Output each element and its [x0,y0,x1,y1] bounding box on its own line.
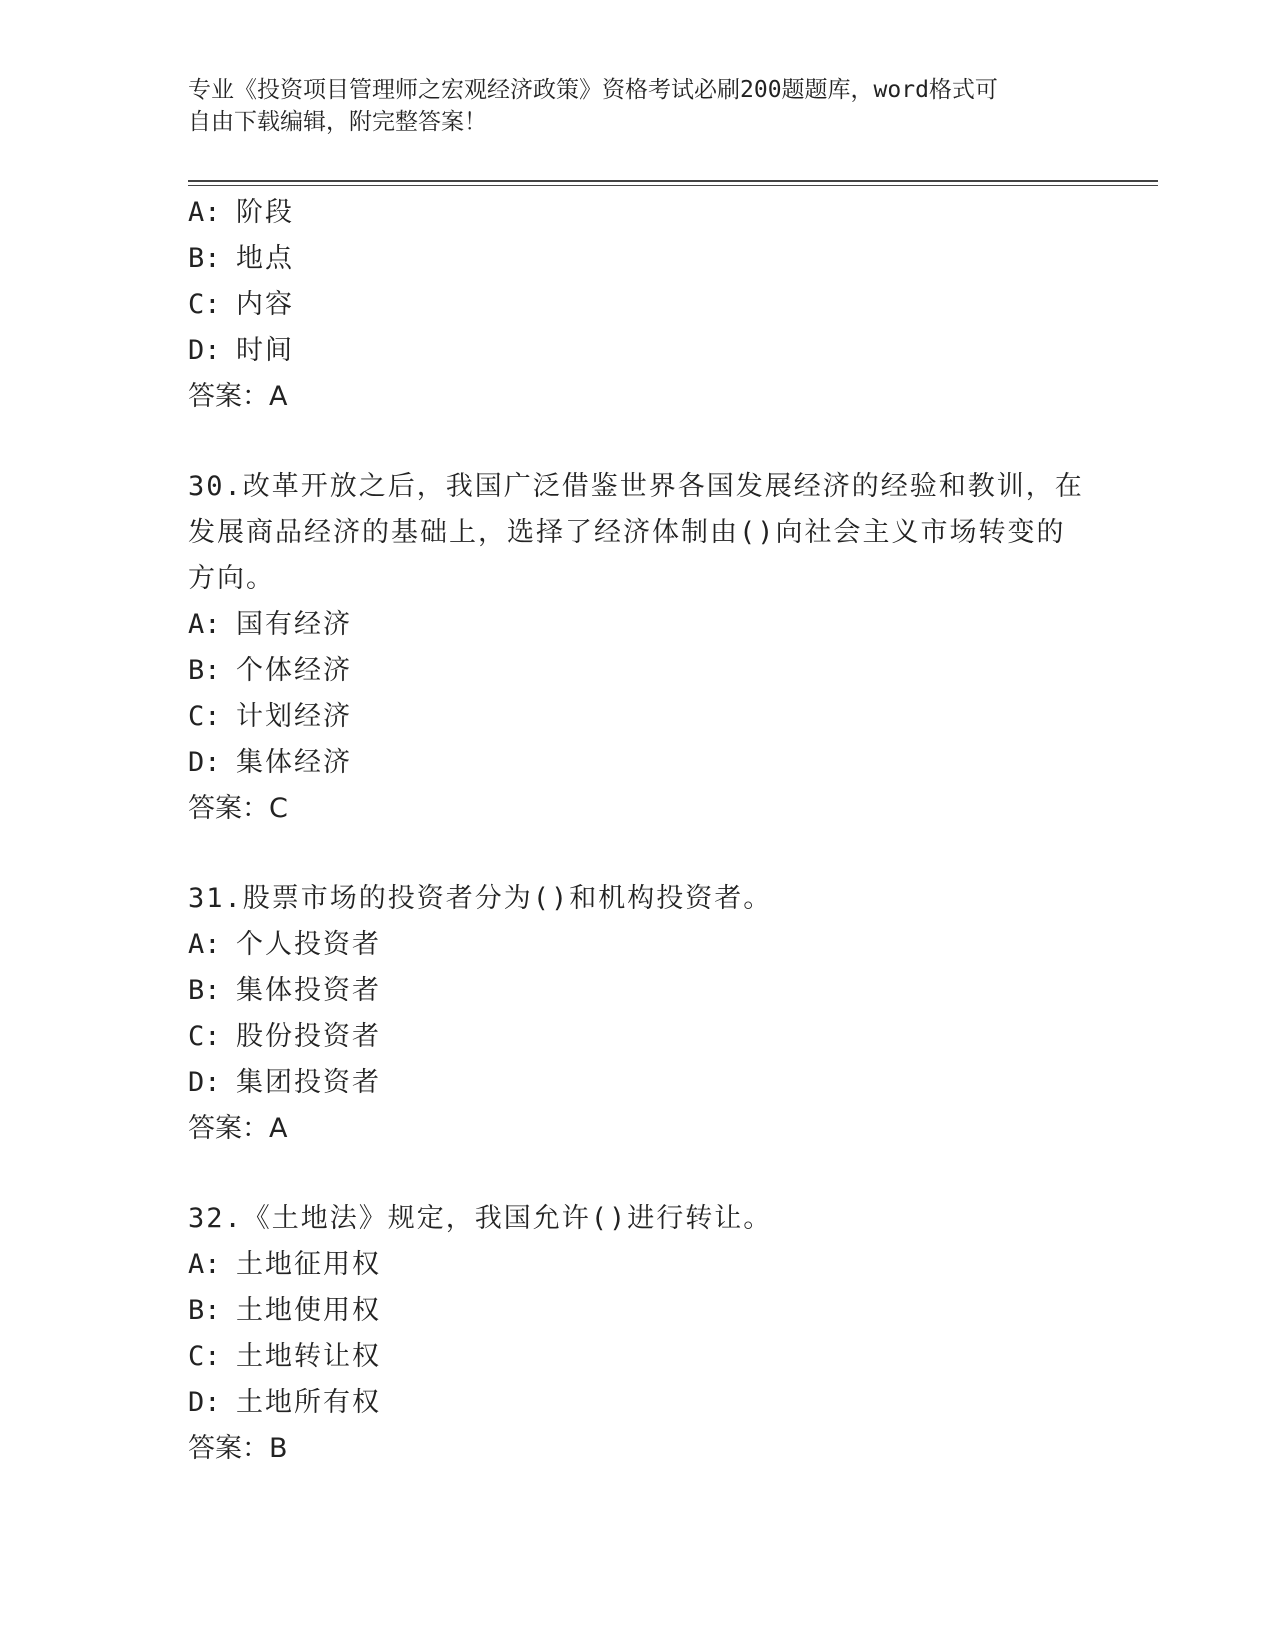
option-letter: D: [188,1067,221,1098]
option-d [188,740,1088,786]
header-divider-thin [188,185,1158,186]
option-text: 地点 [236,243,294,274]
option-d [188,328,1088,374]
stem-line: 30.改革开放之后，我国广泛借鉴世界各国发展经济的经验和教训，在 [188,471,1084,502]
option-text: 个体经济 [236,655,352,686]
option-letter: D: [188,747,221,778]
option-b [188,236,1088,282]
header-line-1: 专业《投资项目管理师之宏观经济政策》资格考试必刷200题题库，word格式可 [188,77,998,103]
option-text: 计划经济 [236,701,352,732]
answer-line: 答案：A [188,1113,288,1144]
option-b [188,1288,1088,1334]
option-letter: B: [188,975,221,1006]
option-text: 土地所有权 [236,1387,381,1418]
stem-line: 32.《土地法》规定，我国允许()进行转让。 [188,1203,773,1234]
document-header [188,74,1068,138]
option-text: 土地转让权 [236,1341,381,1372]
answer-line: 答案：B [188,1433,288,1464]
option-a [188,190,1088,236]
option-text: 个人投资者 [236,929,381,960]
question-31 [188,876,1088,1152]
option-letter: C: [188,701,221,732]
option-letter: B: [188,655,221,686]
option-letter: A: [188,197,221,228]
answer-line: 答案：C [188,793,288,824]
option-text: 内容 [236,289,294,320]
question-29-continued [188,190,1088,420]
option-d [188,1060,1088,1106]
option-letter: A: [188,609,221,640]
option-text: 股份投资者 [236,1021,381,1052]
option-c [188,1014,1088,1060]
option-letter: A: [188,1249,221,1280]
option-text: 土地征用权 [236,1249,381,1280]
header-divider-thick [188,180,1158,182]
option-text: 集团投资者 [236,1067,381,1098]
option-text: 国有经济 [236,609,352,640]
option-text: 集体投资者 [236,975,381,1006]
option-a [188,602,1088,648]
option-d [188,1380,1088,1426]
stem-line: 31.股票市场的投资者分为()和机构投资者。 [188,883,773,914]
option-text: 阶段 [236,197,294,228]
option-a [188,922,1088,968]
option-letter: B: [188,243,221,274]
option-c [188,282,1088,328]
option-letter: C: [188,1021,221,1052]
option-a [188,1242,1088,1288]
question-stem [188,464,1088,602]
option-text: 土地使用权 [236,1295,381,1326]
option-c [188,1334,1088,1380]
option-letter: A: [188,929,221,960]
option-text: 时间 [236,335,294,366]
header-line-2: 自由下载编辑，附完整答案！ [188,109,487,135]
option-text: 集体经济 [236,747,352,778]
question-stem [188,1196,1088,1242]
answer-line: 答案：A [188,381,288,412]
option-letter: C: [188,1341,221,1372]
document-body [188,190,1088,1472]
question-stem [188,876,1088,922]
question-32 [188,1196,1088,1472]
option-letter: D: [188,1387,221,1418]
option-c [188,694,1088,740]
question-30 [188,464,1088,832]
stem-line: 发展商品经济的基础上，选择了经济体制由()向社会主义市场转变的 [188,517,1066,548]
option-letter: C: [188,289,221,320]
option-letter: B: [188,1295,221,1326]
stem-line: 方向。 [188,563,275,594]
option-b [188,968,1088,1014]
option-letter: D: [188,335,221,366]
option-b [188,648,1088,694]
